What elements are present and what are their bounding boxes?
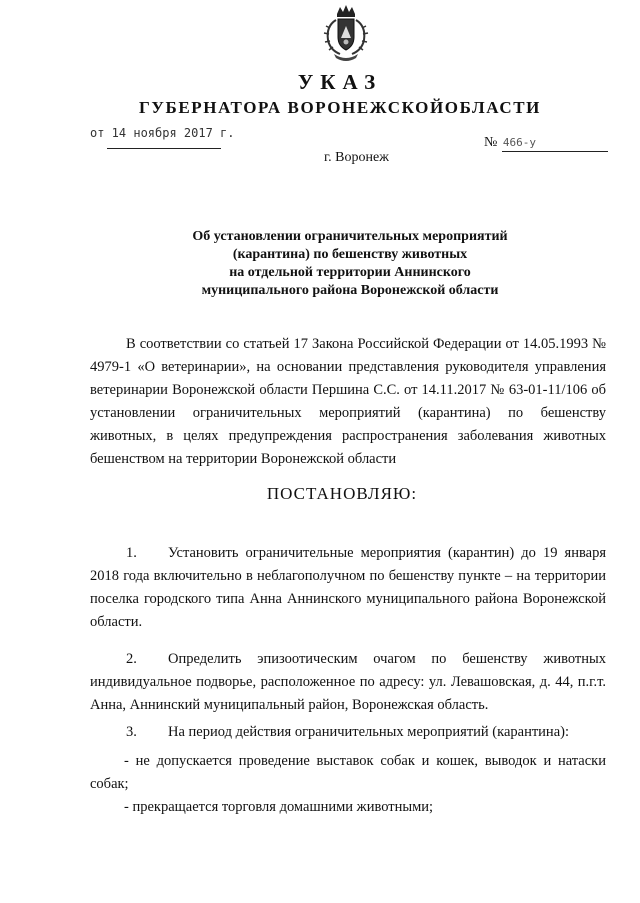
item-number: 3.: [126, 724, 137, 740]
preamble-paragraph: В соответствии со статьей 17 Закона Российской Федерации от 14.05.1993 № 4979-1 «О ветеринарии», на основании представления руководителя управления ветеринарии Воронежской области Першина С.С. от 14.11.2017 № 63-01-11/106 об установлении ограничительных мероприятий (карантина) по бешенству животных, в целях предупреждения распространения заболевания животных бешенством на территории Воронежской области: [90, 336, 606, 467]
heading-line: на отдельной территории Аннинского: [229, 265, 471, 280]
list-item: [90, 542, 606, 634]
sub-item: - прекращается торговля домашними животными;: [124, 799, 434, 815]
item-text: Определить эпизоотическим очагом по бешенству животных индивидуальное подворье, расположенное по адресу: ул. Левашовская, д. 44, п.г.т. Анна, Аннинский муниципальный район, Воронежская область.: [90, 651, 606, 713]
list-item: [90, 648, 606, 717]
item-text: На период действия ограничительных мероприятий (карантина):: [168, 724, 569, 740]
heading-line: Об установлении ограничительных мероприятий: [192, 229, 508, 244]
sub-item: - не допускается проведение выставок собак и кошек, выводок и натаски собак;: [90, 753, 606, 792]
number-underline: [502, 151, 608, 152]
coat-of-arms-icon: [320, 4, 372, 64]
document-date: от 14 ноября 2017 г.: [90, 126, 235, 140]
number-value: 466-у: [502, 136, 536, 149]
item-number: 1.: [126, 545, 137, 561]
date-underline: [107, 148, 221, 149]
heading-line: муниципального района Воронежской области: [201, 283, 499, 298]
number-label: №: [484, 135, 498, 150]
list-item: [90, 721, 606, 744]
document-heading: [100, 228, 600, 300]
issuer-title: ГУБЕРНАТОРА ВОРОНЕЖСКОЙОБЛАСТИ: [139, 98, 541, 117]
document-type-title: УКАЗ: [297, 70, 383, 94]
item-text: Установить ограничительные мероприятия (карантин) до 19 января 2018 года включительно в неблагополучном по бешенству пункте – на территории поселка городского типа Анна Аннинского муниципального района Воронежской области.: [90, 545, 606, 630]
city-name: г. Воронеж: [324, 150, 389, 165]
heading-line: (карантина) по бешенству животных: [232, 247, 468, 262]
decree-word: ПОСТАНОВЛЯЮ:: [266, 484, 418, 503]
item-number: 2.: [126, 651, 137, 667]
document-number: [484, 135, 536, 151]
